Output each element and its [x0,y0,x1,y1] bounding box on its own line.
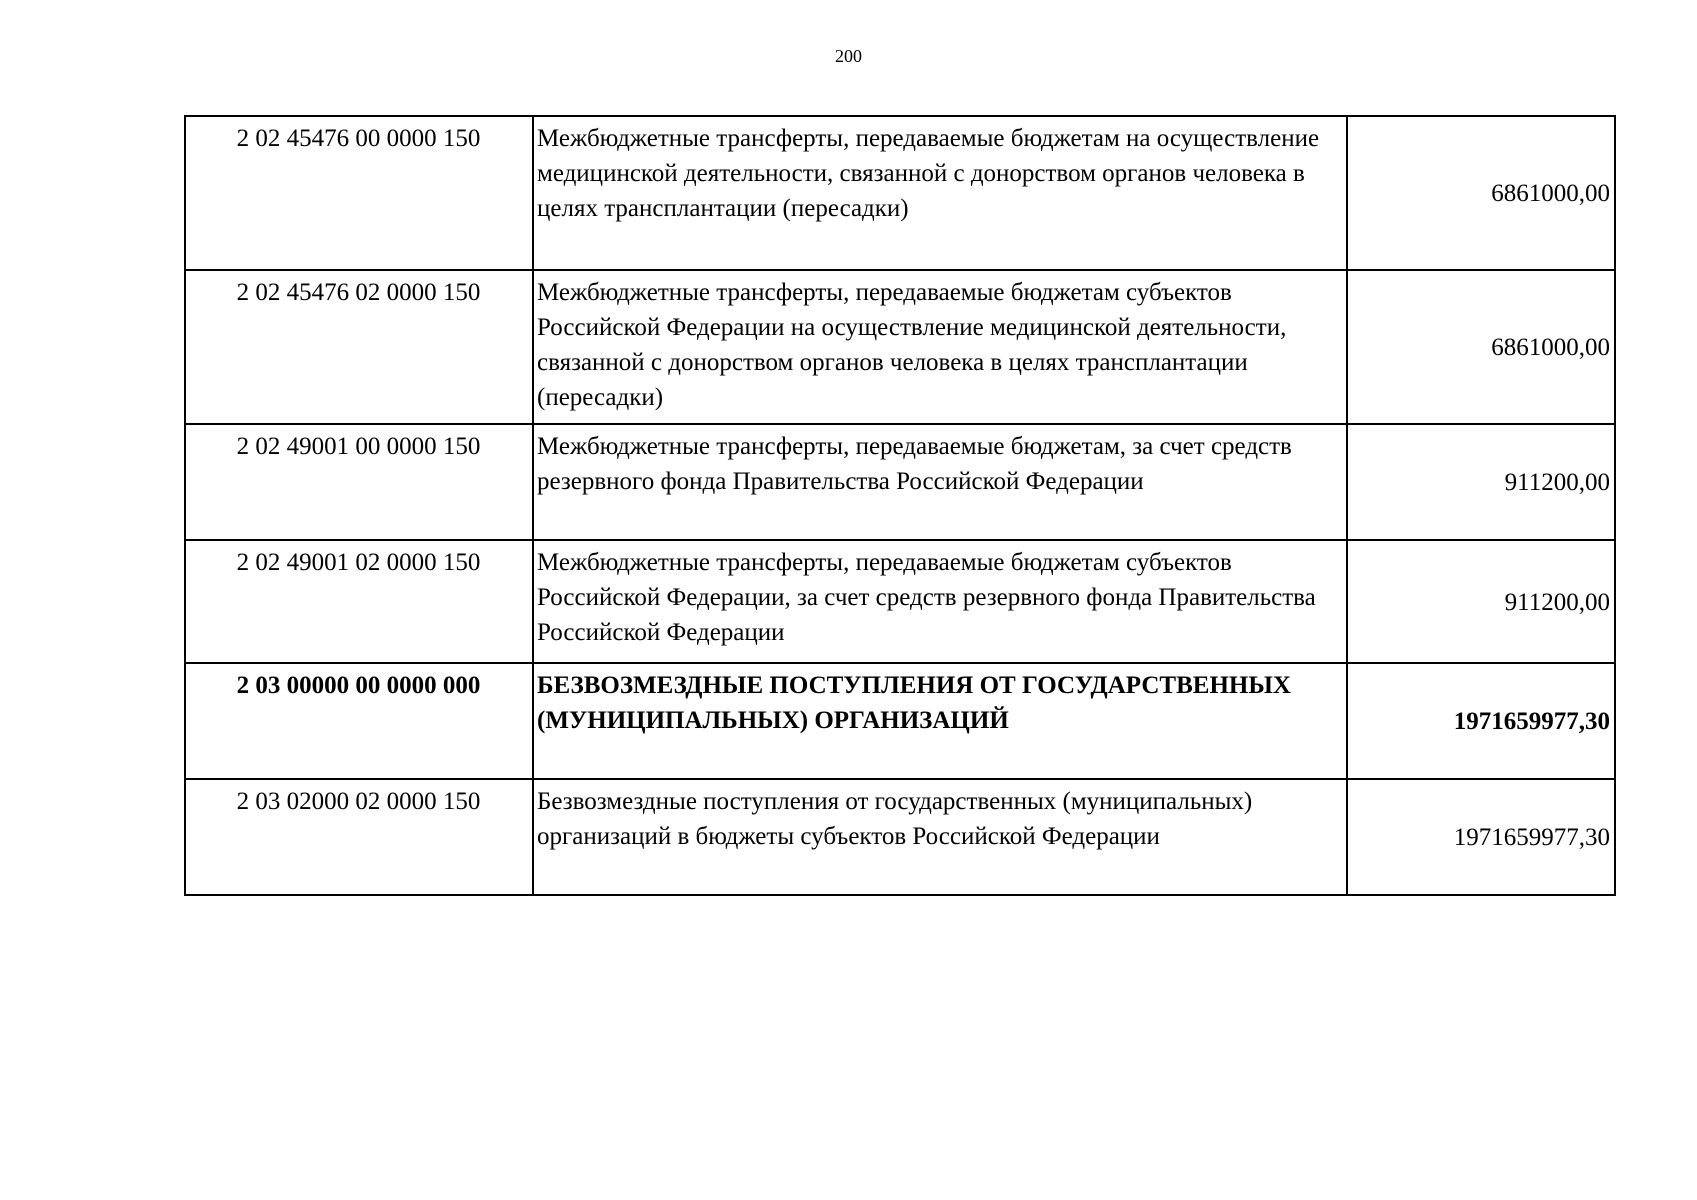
revenue-code-cell: 2 03 02000 02 0000 150 [185,779,533,895]
revenue-code-cell: 2 02 45476 00 0000 150 [185,116,533,270]
revenue-code-cell: 2 03 00000 00 0000 000 [185,663,533,779]
revenue-name-cell: Межбюджетные трансферты, передаваемые бюджетам, за счет средств резервного фонда Правительства Российской Федерации [533,424,1347,540]
budget-revenue-table [184,115,1616,896]
table-row [185,779,1615,895]
revenue-name-cell: Межбюджетные трансферты, передаваемые бюджетам субъектов Российской Федерации на осуществление медицинской деятельности, связанной с донорством органов человека в целях трансплантации (пересадки) [533,270,1347,424]
page-number: 200 [835,46,862,66]
table-row [185,116,1615,270]
revenue-name-cell: Межбюджетные трансферты, передаваемые бюджетам на осуществление медицинской деятельности, связанной с донорством органов человека в целях трансплантации (пересадки) [533,116,1347,270]
table-row-section-total [185,663,1615,779]
revenue-sum-cell: 911200,00 [1347,540,1615,663]
revenue-code-cell: 2 02 49001 00 0000 150 [185,424,533,540]
table-row [185,270,1615,424]
revenue-sum-cell: 1971659977,30 [1347,663,1615,779]
revenue-name-cell: БЕЗВОЗМЕЗДНЫЕ ПОСТУПЛЕНИЯ ОТ ГОСУДАРСТВЕННЫХ (МУНИЦИПАЛЬНЫХ) ОРГАНИЗАЦИЙ [533,663,1347,779]
revenue-sum-cell: 6861000,00 [1347,270,1615,424]
revenue-code-cell: 2 02 49001 02 0000 150 [185,540,533,663]
revenue-name-cell: Межбюджетные трансферты, передаваемые бюджетам субъектов Российской Федерации, за счет средств резервного фонда Правительства Российской Федерации [533,540,1347,663]
revenue-name-cell: Безвозмездные поступления от государственных (муниципальных) организаций в бюджеты субъектов Российской Федерации [533,779,1347,895]
revenue-code-cell: 2 02 45476 02 0000 150 [185,270,533,424]
table-row [185,424,1615,540]
revenue-sum-cell: 1971659977,30 [1347,779,1615,895]
revenue-sum-cell: 6861000,00 [1347,116,1615,270]
revenue-sum-cell: 911200,00 [1347,424,1615,540]
table-row [185,540,1615,663]
